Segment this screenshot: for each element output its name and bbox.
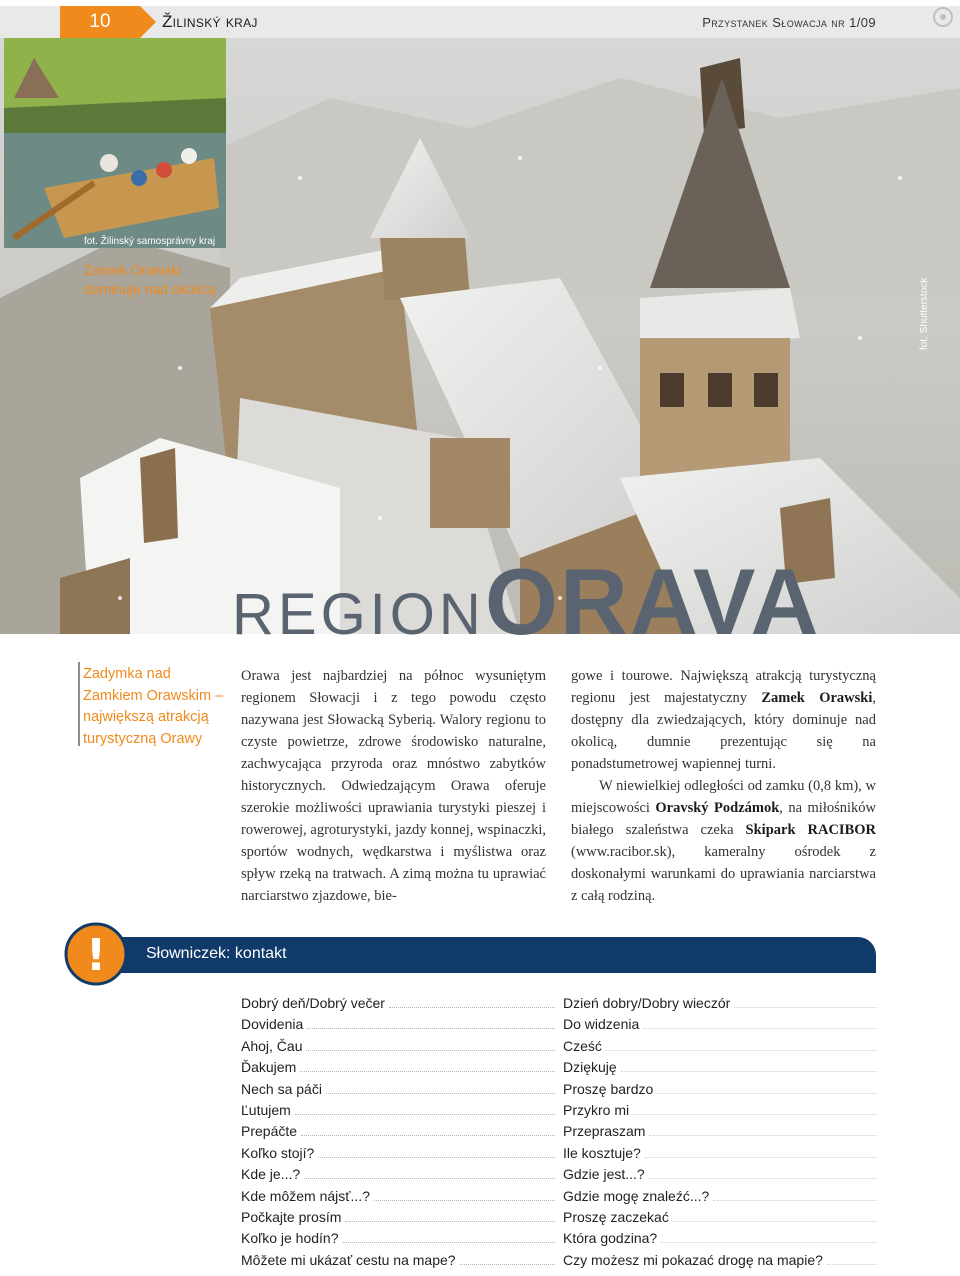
glossary-title: Słowniczek: kontakt bbox=[146, 945, 287, 962]
highlight-skipark: Skipark RACIBOR bbox=[745, 822, 876, 838]
phrase-text: Do widzenia bbox=[563, 1014, 643, 1034]
hero-title bbox=[232, 548, 821, 654]
dotted-leader bbox=[713, 1186, 877, 1201]
polish-phrase bbox=[563, 1207, 877, 1227]
phrase-text: Dobrý deň/Dobrý večer bbox=[241, 993, 389, 1013]
glossary-row bbox=[241, 1250, 877, 1271]
dotted-leader bbox=[307, 1014, 555, 1029]
slovak-phrase bbox=[241, 1121, 555, 1141]
glossary-row bbox=[241, 1057, 877, 1078]
text-run: (www.racibor.sk), kameralny ośrodek z doskonałymi warunkami do uprawiania narciarstwa z całą rodziną. bbox=[571, 844, 876, 904]
inset-photo-credit: fot. Žilinský samosprávny kraj bbox=[84, 236, 216, 247]
polish-phrase bbox=[563, 1250, 877, 1270]
dotted-leader bbox=[633, 1100, 877, 1115]
article-paragraph: Orawa jest najbardziej na północ wysuniętym regionem Słowacji i z tego powodu często nazywana jest Słowacką Syberią. Walory regionu to czyste powietrze, zdrowe środowisko naturalne, zachwycająca przyroda oraz mnóstwo zabytków historycznych. Odwiedzającym Orawa oferuje szerokie możliwości uprawiania turystyki pieszej i rowerowej, agroturystyki, jazdy konnej, wspinaczki, sportów wodnych, wędkarstwa i myślistwa oraz spływ rzeką na tratwach. A zimą można tu uprawiać narciarstwo zjazdowe, bie- bbox=[241, 668, 546, 904]
polish-phrase bbox=[563, 1036, 877, 1056]
polish-phrase bbox=[563, 1014, 877, 1034]
glossary-row bbox=[241, 1014, 877, 1035]
dotted-leader bbox=[374, 1186, 555, 1201]
glossary-row bbox=[241, 1164, 877, 1185]
phrase-text: Nech sa páči bbox=[241, 1079, 326, 1099]
dotted-leader bbox=[343, 1228, 556, 1243]
dotted-leader bbox=[326, 1079, 555, 1094]
slovak-phrase bbox=[241, 1036, 555, 1056]
slovak-phrase bbox=[241, 1186, 555, 1206]
slovak-phrase bbox=[241, 1014, 555, 1034]
polish-phrase bbox=[563, 1164, 877, 1184]
region-title: Žilinský kraj bbox=[162, 12, 258, 31]
phrase-text: Dzień dobry/Dobry wieczór bbox=[563, 993, 734, 1013]
slovak-phrase bbox=[241, 1057, 555, 1077]
phrase-text: Prepáčte bbox=[241, 1121, 301, 1141]
polish-phrase bbox=[563, 1228, 877, 1248]
glossary-row bbox=[241, 1036, 877, 1057]
slovak-phrase bbox=[241, 993, 555, 1013]
caption-rule bbox=[78, 662, 80, 746]
dotted-leader bbox=[645, 1143, 877, 1158]
polish-phrase bbox=[563, 1186, 877, 1206]
phrase-text: Ile kosztuje? bbox=[563, 1143, 645, 1163]
dotted-leader bbox=[306, 1036, 555, 1051]
phrase-text: Ahoj, Čau bbox=[241, 1036, 306, 1056]
dotted-leader bbox=[300, 1057, 555, 1072]
badge-mark: ! bbox=[85, 930, 107, 981]
phrase-text: Proszę bardzo bbox=[563, 1079, 657, 1099]
glossary-row bbox=[241, 1100, 877, 1121]
sidebar-caption: Zadymka nad Zamkiem Orawskim – największą atrakcją turystyczną Orawy bbox=[83, 666, 224, 747]
phrase-text: Dziękuję bbox=[563, 1057, 621, 1077]
hero-title-region: REGION bbox=[232, 582, 485, 647]
polish-phrase bbox=[563, 1079, 877, 1099]
slovak-phrase bbox=[241, 1079, 555, 1099]
dotted-leader bbox=[304, 1164, 555, 1179]
slovak-phrase bbox=[241, 1207, 555, 1227]
phrase-text: Przykro mi bbox=[563, 1100, 633, 1120]
phrase-text: Cześć bbox=[563, 1036, 606, 1056]
slovak-phrase bbox=[241, 1164, 555, 1184]
glossary-row bbox=[241, 1186, 877, 1207]
dotted-leader bbox=[657, 1079, 877, 1094]
phrase-text: Gdzie mogę znaleźć...? bbox=[563, 1186, 713, 1206]
polish-phrase bbox=[563, 1121, 877, 1141]
dotted-leader bbox=[389, 993, 555, 1008]
dotted-leader bbox=[827, 1250, 877, 1265]
photo-caption: Zamek Orawski dominuje nad okolicą bbox=[84, 262, 216, 297]
phrase-text: Która godzina? bbox=[563, 1228, 661, 1248]
glossary-row bbox=[241, 1079, 877, 1100]
phrase-text: Przepraszam bbox=[563, 1121, 649, 1141]
phrase-text: Kde je...? bbox=[241, 1164, 304, 1184]
phrase-text: Proszę zaczekać bbox=[563, 1207, 673, 1227]
phrase-text: Koľko stojí? bbox=[241, 1143, 318, 1163]
polish-phrase bbox=[563, 1143, 877, 1163]
corner-ornament-icon bbox=[932, 6, 954, 28]
slovak-phrase bbox=[241, 1143, 555, 1163]
phrase-text: Môžete mi ukázať cestu na mape? bbox=[241, 1250, 460, 1270]
article-paragraph bbox=[571, 665, 876, 775]
glossary-list bbox=[241, 993, 877, 1271]
polish-phrase bbox=[563, 993, 877, 1013]
text-run: , dostępny dla zwiedzających, który dominuje nad okolicą, dumnie prezentując się na ponadstumetrowej wapiennej turni. bbox=[571, 690, 877, 772]
phrase-text: Ďakujem bbox=[241, 1057, 300, 1077]
dotted-leader bbox=[621, 1057, 877, 1072]
page-number: 10 bbox=[60, 6, 140, 38]
text-run: gowe i tourowe. Największą atrakcją turystyczną regionu jest majestatyczny bbox=[571, 668, 876, 706]
dotted-leader bbox=[301, 1121, 555, 1136]
slovak-phrase bbox=[241, 1228, 555, 1248]
text-run: W niewielkiej odległości od zamku (0,8 km), w miejscowości bbox=[571, 778, 876, 816]
dotted-leader bbox=[606, 1036, 877, 1051]
phrase-text: Czy możesz mi pokazać drogę na mapie? bbox=[563, 1250, 827, 1270]
phrase-text: Počkajte prosím bbox=[241, 1207, 345, 1227]
polish-phrase bbox=[563, 1057, 877, 1077]
glossary-row bbox=[241, 1143, 877, 1164]
highlight-castle: Zamek Orawski bbox=[761, 690, 873, 706]
polish-phrase bbox=[563, 1100, 877, 1120]
photo-credit: fot. Shutterstock bbox=[919, 277, 930, 350]
article-column-2 bbox=[571, 665, 876, 907]
phrase-text: Ľutujem bbox=[241, 1100, 295, 1120]
slovak-phrase bbox=[241, 1250, 555, 1270]
dotted-leader bbox=[460, 1250, 555, 1265]
glossary-row bbox=[241, 993, 877, 1014]
magazine-issue: Przystanek Słowacja nr 1/09 bbox=[702, 15, 876, 30]
dotted-leader bbox=[318, 1143, 555, 1158]
exclamation-icon bbox=[64, 922, 128, 986]
phrase-text: Kde môžem nájsť...? bbox=[241, 1186, 374, 1206]
glossary-row bbox=[241, 1207, 877, 1228]
dotted-leader bbox=[661, 1228, 877, 1243]
dotted-leader bbox=[643, 1014, 877, 1029]
highlight-village: Oravský Podzámok bbox=[655, 800, 780, 816]
slovak-phrase bbox=[241, 1100, 555, 1120]
hero-title-orava: ORAVA bbox=[484, 549, 821, 654]
dotted-leader bbox=[649, 1164, 877, 1179]
dotted-leader bbox=[734, 993, 877, 1008]
text-run: , na miłośników białego szaleństwa czeka bbox=[571, 800, 876, 838]
article-paragraph bbox=[571, 775, 876, 907]
dotted-leader bbox=[649, 1121, 877, 1136]
article-column-1 bbox=[241, 665, 546, 907]
rafting-inset-photo bbox=[4, 38, 226, 248]
glossary-row bbox=[241, 1121, 877, 1142]
dotted-leader bbox=[345, 1207, 555, 1222]
dotted-leader bbox=[295, 1100, 555, 1115]
dotted-leader bbox=[673, 1207, 877, 1222]
phrase-text: Gdzie jest...? bbox=[563, 1164, 649, 1184]
phrase-text: Koľko je hodín? bbox=[241, 1228, 343, 1248]
glossary-row bbox=[241, 1228, 877, 1249]
phrase-text: Dovidenia bbox=[241, 1014, 307, 1034]
